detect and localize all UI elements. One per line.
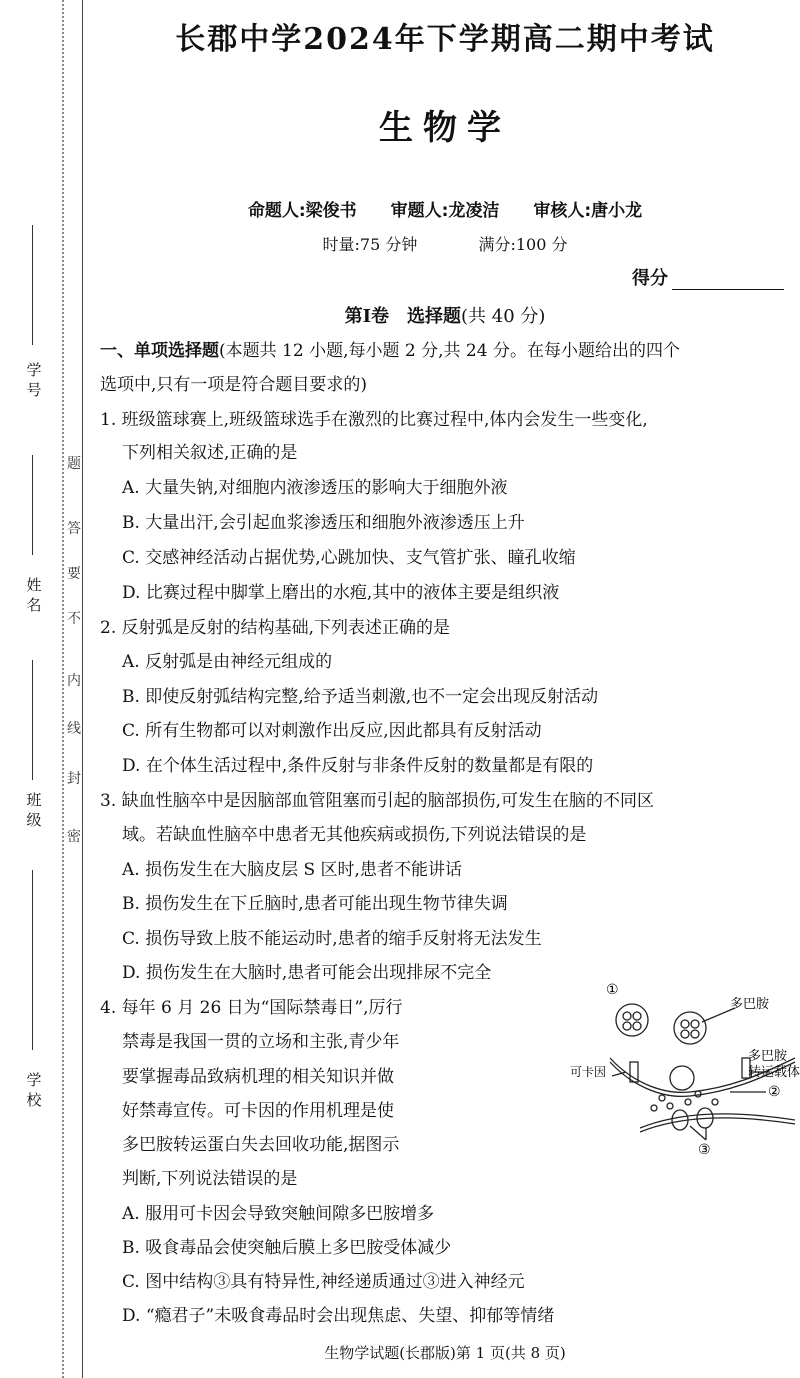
name-blank — [32, 455, 33, 555]
subject-title: 生物学 — [379, 108, 511, 148]
option: C. 损伤导致上肢不能运动时,患者的缩手反射将无法发生 — [122, 929, 542, 949]
option: B. 即使反射弧结构完整,给予适当刺激,也不一定会出现反射活动 — [122, 687, 599, 707]
proposer: 命题人:梁俊书 — [247, 201, 357, 221]
option: B. 大量出汗,会引起血浆渗透压和细胞外液渗透压上升 — [122, 513, 525, 533]
question-stem: 4. 每年 6 月 26 日为“国际禁毒日”,厉行 — [100, 998, 403, 1018]
option: D. 损伤发生在大脑时,患者可能会出现排尿不完全 — [122, 963, 492, 983]
question-stem: 判断,下列说法错误的是 — [122, 1169, 298, 1189]
question-stem: 多巴胺转运蛋白失去回收功能,据图示 — [122, 1135, 400, 1155]
option: C. 所有生物都可以对刺激作出反应,因此都具有反射活动 — [122, 721, 542, 741]
authors-line — [100, 196, 790, 221]
option: A. 反射弧是由神经元组成的 — [122, 652, 333, 672]
dopamine-label: 多巴胺 — [730, 997, 770, 1012]
seal-char: 不 — [67, 611, 81, 627]
school-blank — [32, 870, 33, 1050]
synaptic-vesicle — [674, 1012, 706, 1044]
question-stem: 好禁毒宣传。可卡因的作用机理是使 — [122, 1101, 394, 1121]
section-title: 第Ⅰ卷 选择题 — [344, 306, 461, 327]
question-stem: 要掌握毒品致病机理的相关知识并做 — [122, 1067, 394, 1087]
figure-label-2: ② — [768, 1084, 781, 1100]
student-id-blank — [32, 225, 33, 345]
option: C. 图中结构③具有特异性,神经递质通过③进入神经元 — [122, 1272, 525, 1292]
option: D. 在个体生活过程中,条件反射与非条件反射的数量都是有限的 — [122, 756, 594, 776]
section-heading — [100, 302, 790, 328]
option: A. 服用可卡因会导致突触间隙多巴胺增多 — [122, 1204, 435, 1224]
section-points: (共 40 分) — [461, 306, 546, 327]
question-stem: 2. 反射弧是反射的结构基础,下列表述正确的是 — [100, 618, 451, 638]
class-blank — [32, 660, 33, 780]
score-label: 得分 — [632, 268, 668, 289]
duration: 时量:75 分钟 — [322, 235, 418, 254]
class-label: 班 级 — [26, 791, 42, 829]
seal-char: 密 — [67, 829, 81, 845]
score-blank[interactable] — [672, 271, 784, 290]
option: A. 大量失钠,对细胞内液渗透压的影响大于细胞外液 — [122, 478, 508, 498]
option: C. 交感神经活动占据优势,心跳加快、支气管扩张、瞳孔收缩 — [122, 548, 576, 568]
figure-label-3: ③ — [698, 1142, 711, 1158]
page-footer: 生物学试题(长郡版)第 1 页(共 8 页) — [324, 1344, 566, 1362]
option: B. 吸食毒品会使突触后膜上多巴胺受体减少 — [122, 1238, 452, 1258]
time-score-line — [100, 232, 790, 255]
question-stem: 禁毒是我国一贯的立场和主张,青少年 — [122, 1032, 400, 1052]
question-stem: 3. 缺血性脑卒中是因脑部血管阻塞而引起的脑部损伤,可发生在脑的不同区 — [100, 791, 655, 811]
part-heading: 一、单项选择题 — [100, 341, 219, 361]
reviewer: 审题人:龙凌洁 — [390, 201, 500, 221]
synaptic-vesicle — [616, 1004, 648, 1036]
option: D. “瘾君子”未吸食毒品时会出现焦虑、失望、抑郁等情绪 — [122, 1306, 555, 1326]
transporter-label-2: 转运载体 — [748, 1065, 800, 1080]
seal-char: 封 — [67, 771, 81, 787]
name-label: 姓 名 — [26, 576, 42, 614]
part-intro — [100, 340, 790, 362]
option: D. 比赛过程中脚掌上磨出的水疱,其中的液体主要是组织液 — [122, 583, 560, 603]
school-label: 学 校 — [26, 1071, 42, 1109]
cocaine-label: 可卡因 — [570, 1065, 607, 1079]
part-intro-2: 选项中,只有一项是符合题目要求的) — [100, 375, 368, 395]
part-intro-1: (本题共 12 小题,每小题 2 分,共 24 分。在每小题给出的四个 — [219, 341, 680, 361]
option: B. 损伤发生在下丘脑时,患者可能出现生物节律失调 — [122, 894, 508, 914]
seal-char: 线 — [67, 721, 81, 737]
question-stem: 1. 班级篮球赛上,班级篮球选手在激烈的比赛过程中,体内会发生一些变化, — [100, 410, 648, 430]
seal-char: 答 — [67, 521, 81, 537]
score-field — [632, 264, 784, 290]
checker: 审核人:唐小龙 — [533, 201, 643, 221]
option: A. 损伤发生在大脑皮层 S 区时,患者不能讲话 — [122, 860, 462, 880]
exam-title: 长郡中学2024年下学期高二期中考试 — [175, 22, 715, 57]
seal-char: 内 — [67, 673, 81, 689]
transporter-label-1: 多巴胺 — [748, 1049, 788, 1064]
question-stem: 下列相关叙述,正确的是 — [122, 443, 298, 463]
synapse-diagram — [570, 980, 800, 1160]
figure-label-1: ① — [606, 982, 619, 998]
student-id-label: 学 号 — [26, 361, 42, 399]
full-score: 满分:100 分 — [478, 235, 568, 254]
seal-char: 题 — [67, 456, 81, 472]
seal-char: 要 — [67, 566, 81, 582]
question-stem: 域。若缺血性脑卒中患者无其他疾病或损伤,下列说法错误的是 — [122, 825, 587, 845]
